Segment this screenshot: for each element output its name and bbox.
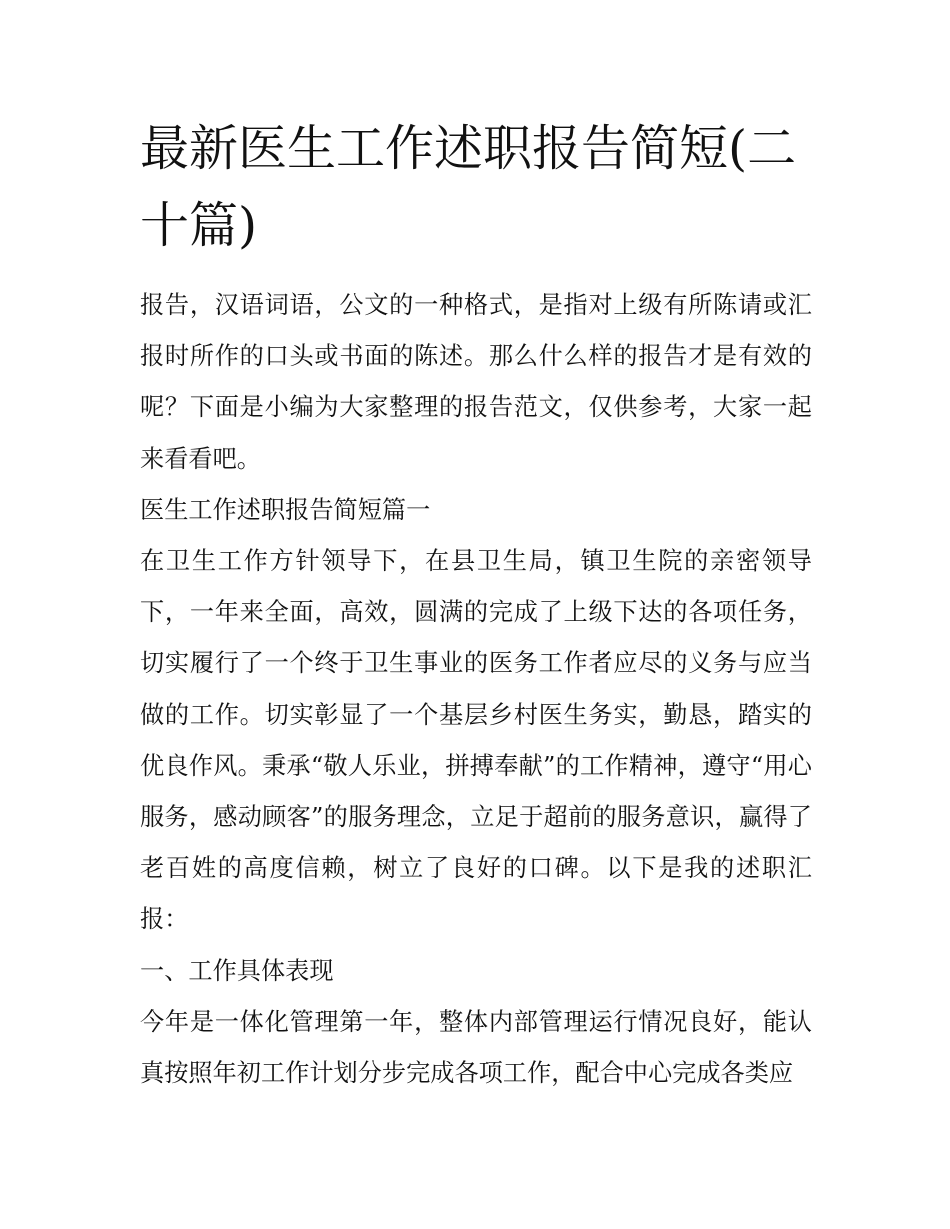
- section-heading: 医生工作述职报告简短篇一: [140, 495, 431, 524]
- body-paragraph: 今年是一体化管理第一年，整体内部管理运行情况良好，能认真按照年初工作计划分步完成各项工作，配合中心完成各类应: [140, 1007, 812, 1088]
- subsection-heading: 一、工作具体表现: [140, 956, 334, 985]
- document-title: 最新医生工作述职报告简短(二十篇): [140, 120, 797, 254]
- document-body: [140, 280, 812, 1099]
- body-paragraph: 在卫生工作方针领导下，在县卫生局，镇卫生院的亲密领导下，一年来全面，高效，圆满的完成了上级下达的各项任务，切实履行了一个终于卫生事业的医务工作者应尽的义务与应当做的工作。切实彰显了一个基层乡村医生务实，勤恳，踏实的优良作风。秉承“敬人乐业，拼搏奉献”的工作精神，遵守“用心服务，感动顾客”的服务理念，立足于超前的服务意识，赢得了老百姓的高度信赖，树立了良好的口碑。以下是我的述职汇报：: [140, 547, 812, 934]
- intro-paragraph: 报告，汉语词语，公文的一种格式，是指对上级有所陈请或汇报时所作的口头或书面的陈述。那么什么样的报告才是有效的呢？下面是小编为大家整理的报告范文，仅供参考，大家一起来看看吧。: [140, 291, 812, 473]
